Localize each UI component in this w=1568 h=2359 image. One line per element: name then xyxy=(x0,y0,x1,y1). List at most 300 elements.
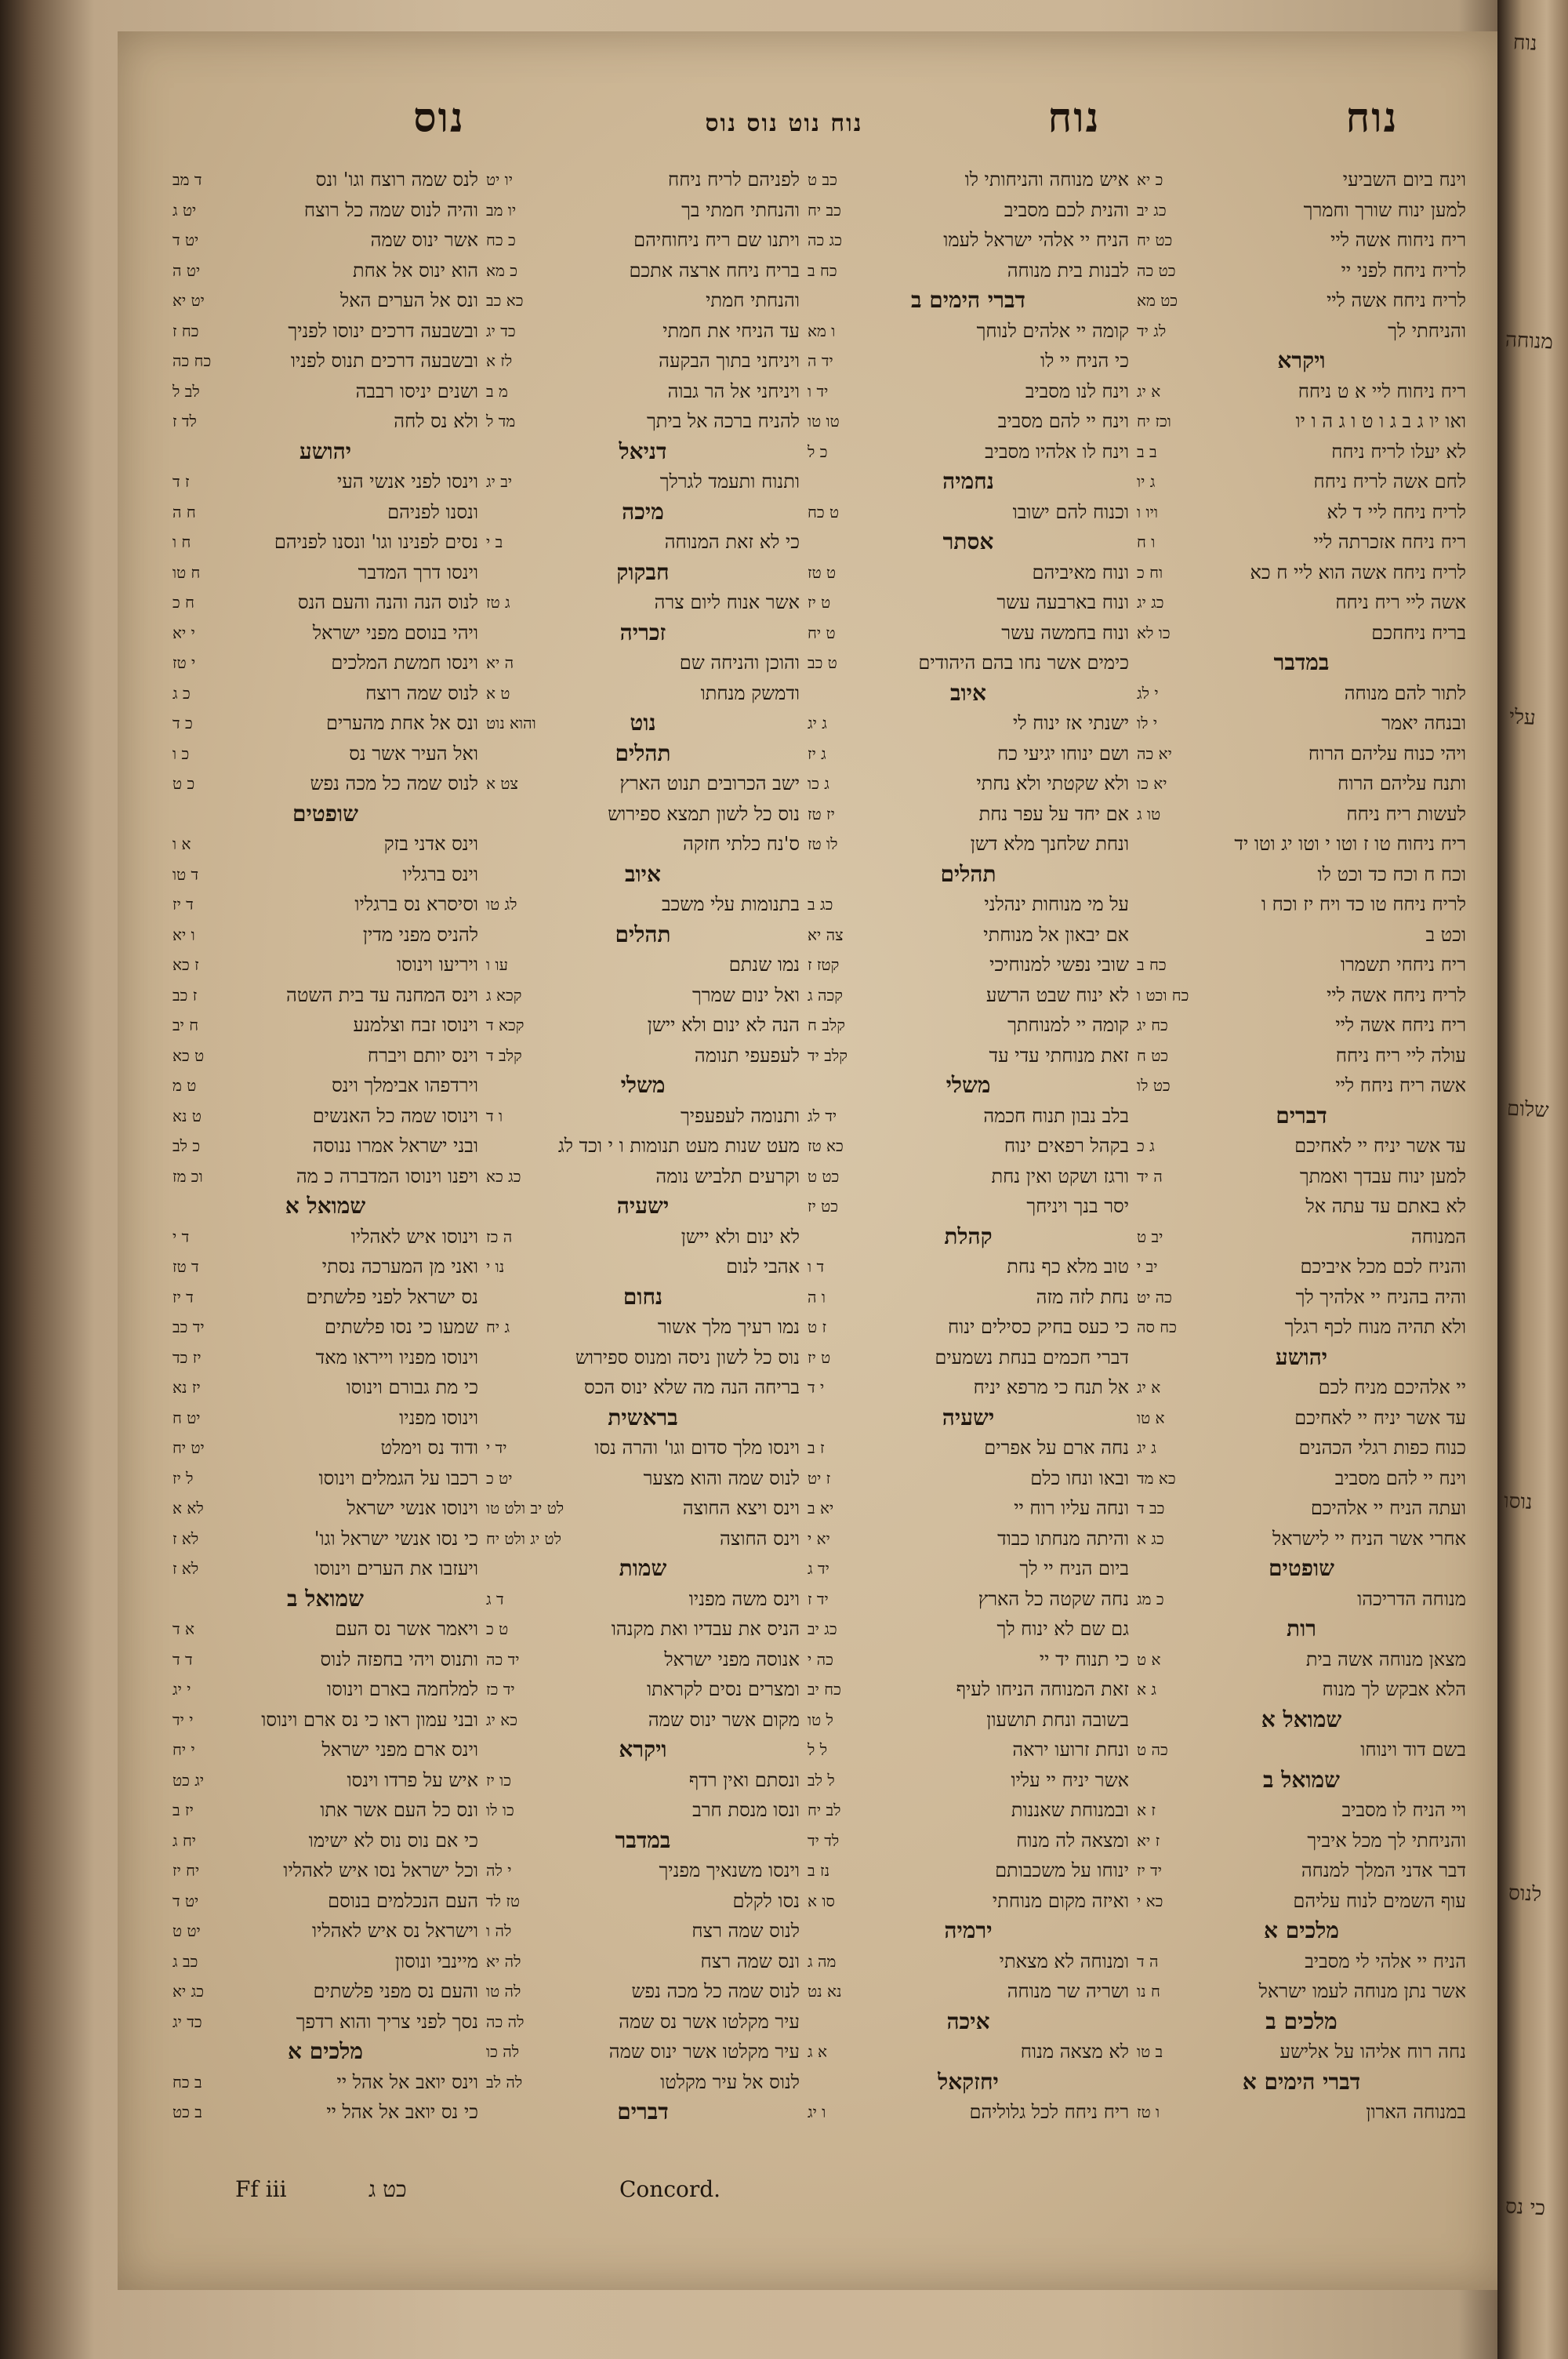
entry-text: לא מצאה מנוח xyxy=(1020,2041,1129,2063)
concordance-entry xyxy=(172,1524,478,1554)
book-heading xyxy=(486,1070,800,1101)
verse-reference: לה יא xyxy=(486,1951,521,1971)
concordance-entry xyxy=(808,225,1129,256)
verse-reference: יד כב xyxy=(172,1318,205,1336)
entry-text: כי נסו אנשי ישראל וגו' xyxy=(314,1527,478,1550)
concordance-entry xyxy=(486,1946,800,1977)
entry-text: ונחה עליו רוח יי xyxy=(1014,1497,1129,1519)
verse-reference: ד יז xyxy=(172,895,194,914)
concordance-entry xyxy=(486,376,800,407)
entry-text: ומנוחה לא מצאתי xyxy=(999,1950,1129,1972)
verse-reference: יג כט xyxy=(172,1770,205,1790)
entry-text: ובני עמון ראו כי נס ארם וינוסו xyxy=(261,1708,478,1731)
verse-reference: ג א xyxy=(1137,1680,1156,1699)
entry-text: וינוסו מפניו וייראו מאד xyxy=(315,1346,478,1369)
entry-text: לא באתם עד עתה אל xyxy=(1305,1195,1466,1217)
verse-reference: כב ד xyxy=(1137,1499,1165,1518)
verse-reference: יט ה xyxy=(172,260,201,280)
concordance-entry xyxy=(808,769,1129,799)
entry-text: וינוסו איש לאהליו xyxy=(350,1225,478,1248)
concordance-entry xyxy=(486,1645,800,1675)
entry-text: והעם נס מפני פלשתים xyxy=(313,1980,478,2002)
entry-text: לא ינוח שבט הרשע xyxy=(985,983,1129,1006)
verse-reference: ב ב xyxy=(1137,442,1157,461)
entry-text: ונס שמה רצח xyxy=(700,1950,800,1972)
entry-text: ויקרא xyxy=(619,1736,667,1762)
verse-reference: י יד xyxy=(172,1710,194,1729)
entry-text: בלב נבון תנוח חכמה xyxy=(983,1104,1129,1127)
entry-text: להניח ברכה אל ביתך xyxy=(646,410,800,432)
entry-text: הניח יי אלהי לי מסביב xyxy=(1305,1950,1466,1972)
concordance-entry xyxy=(808,1433,1129,1463)
book-heading xyxy=(486,2097,800,2128)
entry-text: שמואל א xyxy=(285,1193,366,1219)
concordance-entry xyxy=(1137,467,1466,497)
concordance-entry xyxy=(1137,769,1466,799)
concordance-entry xyxy=(486,1041,800,1071)
entry-text: במנוחה הארון xyxy=(1366,2101,1466,2123)
book-heading xyxy=(808,1222,1129,1252)
concordance-entry xyxy=(808,497,1129,528)
verse-reference: יד כה xyxy=(486,1649,520,1669)
book-heading xyxy=(808,467,1129,497)
entry-text: לנס שמה רוצח וגו' ונס xyxy=(315,169,478,191)
entry-text: וינח יי להם מסביב xyxy=(997,410,1129,432)
concordance-entry xyxy=(486,1463,800,1494)
entry-text: לנוס הנה והנה והעם הנס xyxy=(297,591,478,613)
concordance-entry xyxy=(486,1372,800,1403)
concordance-column-3 xyxy=(486,165,800,2172)
concordance-entry xyxy=(1137,1674,1466,1705)
entry-text: עיר מקלטו אשר נס שמה xyxy=(619,2010,800,2033)
verse-reference: כו יז xyxy=(486,1770,512,1790)
book-heading xyxy=(1137,1614,1466,1645)
entry-text: שמות xyxy=(619,1555,667,1581)
concordance-entry xyxy=(808,889,1129,920)
concordance-column-4 xyxy=(172,165,478,2172)
concordance-entry xyxy=(486,527,800,558)
entry-text: ודוד נס וימלט xyxy=(380,1437,478,1459)
entry-text: וינס אדני בזק xyxy=(383,833,478,855)
verse-reference: יא כו xyxy=(1137,774,1167,793)
concordance-entry xyxy=(172,2067,478,2098)
verse-reference: כח וכט ו xyxy=(1137,985,1189,1005)
verse-reference: ח ה xyxy=(172,502,196,522)
verse-reference: יו מב xyxy=(486,200,517,220)
verse-reference: כ יא xyxy=(1137,170,1163,189)
entry-text: כי מת גבורם וינוסו xyxy=(346,1376,478,1398)
entry-text: והיה בהניח יי אלהיך לך xyxy=(1295,1285,1466,1308)
entry-text: והוכן והניחה שם xyxy=(679,652,800,674)
entry-text: הניח יי אלהי ישראל לעמו xyxy=(943,229,1129,251)
book-heading xyxy=(486,1191,800,1222)
entry-text: ינוחו על משכבותם xyxy=(995,1859,1129,1881)
verse-reference: מ ב xyxy=(486,381,508,401)
concordance-entry xyxy=(172,195,478,226)
concordance-entry xyxy=(172,1976,478,2007)
verse-reference: ז יא xyxy=(1137,1830,1160,1850)
verse-reference: לה לב xyxy=(486,2072,523,2092)
verse-reference: קטז ז xyxy=(808,955,840,974)
verse-reference: מה ג xyxy=(808,1951,837,1971)
concordance-entry xyxy=(172,1493,478,1524)
concordance-entry xyxy=(808,346,1129,376)
entry-text: נוס כל לשון ניסה ומנוס ספירוש xyxy=(575,1346,800,1369)
verse-reference: י לו xyxy=(1137,714,1158,732)
concordance-entry xyxy=(172,497,478,528)
concordance-entry xyxy=(1137,1735,1466,1765)
concordance-entry xyxy=(172,1252,478,1282)
entry-text: למען ינוח עבדך ואמתך xyxy=(1299,1165,1466,1187)
verse-reference: כד יג xyxy=(172,2012,202,2031)
concordance-entry xyxy=(172,1674,478,1705)
entry-text: ונסנו לפניהם xyxy=(387,500,478,523)
entry-text: אם יחד על עפר נחת xyxy=(978,802,1129,825)
concordance-entry xyxy=(172,1614,478,1645)
concordance-entry xyxy=(1137,1372,1466,1403)
verse-reference: כג יג xyxy=(1137,593,1164,612)
verse-reference: ו יא xyxy=(172,925,195,944)
entry-text: ואל העיר אשר נס xyxy=(349,742,478,765)
entry-extra: והוא נוט xyxy=(486,714,536,732)
entry-text: לא יעלו לריח ניחח xyxy=(1331,440,1466,463)
verse-reference: יז נא xyxy=(172,1378,201,1397)
concordance-column-1 xyxy=(1137,165,1466,2172)
entry-text: קהלת xyxy=(944,1223,993,1249)
concordance-entry xyxy=(808,1493,1129,1524)
concordance-entry xyxy=(486,829,800,860)
concordance-entry xyxy=(808,195,1129,226)
entry-text: איכה xyxy=(946,2008,990,2034)
verse-reference: קכא ג xyxy=(486,985,522,1005)
verse-reference: ח ו xyxy=(172,533,191,551)
verse-reference: ל לב xyxy=(808,1770,835,1790)
entry-text: שופטים xyxy=(292,800,358,827)
entry-text: הלא אבקש לך מנוח xyxy=(1322,1678,1466,1700)
entry-text: ולא נס לחה xyxy=(394,410,478,432)
verse-reference: כ לב xyxy=(172,1136,201,1155)
concordance-entry xyxy=(486,678,800,709)
entry-text: מיכה xyxy=(622,498,664,525)
verse-reference: ט יז xyxy=(808,1347,831,1367)
concordance-entry xyxy=(1137,1584,1466,1615)
entry-text: ירמיה xyxy=(944,1917,993,1943)
concordance-entry xyxy=(486,1976,800,2007)
entry-text: שובי נפשי למנוחיכי xyxy=(989,954,1129,976)
concordance-entry xyxy=(1137,1976,1466,2007)
verse-reference: יא י xyxy=(808,1528,830,1548)
entry-text: ישעיה xyxy=(942,1404,995,1430)
verse-reference: כח סה xyxy=(1137,1318,1177,1336)
concordance-entry xyxy=(808,920,1129,951)
entry-text: יחזקאל xyxy=(938,2068,999,2095)
verse-reference: ד מב xyxy=(172,170,202,189)
entry-text: נמו רעיך מלך אשור xyxy=(657,1316,800,1338)
concordance-entry xyxy=(486,1584,800,1615)
book-heading xyxy=(1137,2067,1466,2098)
book-heading xyxy=(1137,1765,1466,1796)
entry-text: יהושע xyxy=(299,438,352,464)
book-heading xyxy=(486,1282,800,1313)
entry-text: לא ינום ולא יישן xyxy=(681,1225,800,1248)
concordance-entry xyxy=(1137,1524,1466,1554)
concordance-entry xyxy=(808,739,1129,769)
entry-text: אשה ליי ריח ניחח xyxy=(1335,591,1466,613)
verse-reference: יד לג xyxy=(808,1106,837,1125)
verse-reference: ח כ xyxy=(172,593,194,612)
concordance-entry xyxy=(808,1645,1129,1675)
entry-text: אם יבאון אל מנוחתי xyxy=(983,923,1129,946)
verse-reference: לא א xyxy=(172,1499,204,1518)
verse-reference: טז לד xyxy=(486,1891,520,1910)
entry-text: והניחתי לך xyxy=(1388,319,1466,342)
verse-reference: ז יט xyxy=(808,1468,831,1488)
concordance-entry xyxy=(172,739,478,769)
entry-text: אנוסה מפני ישראל xyxy=(664,1648,800,1670)
book-heading xyxy=(486,860,800,890)
concordance-entry xyxy=(486,1856,800,1886)
concordance-entry xyxy=(486,165,800,195)
concordance-entry xyxy=(1137,1070,1466,1101)
concordance-entry xyxy=(808,708,1129,739)
concordance-entry xyxy=(808,1524,1129,1554)
verse-reference: צה יא xyxy=(808,925,844,944)
concordance-entry xyxy=(1137,1403,1466,1434)
concordance-entry xyxy=(1137,980,1466,1011)
concordance-entry xyxy=(1137,285,1466,316)
book-heading xyxy=(486,437,800,467)
concordance-entry xyxy=(486,316,800,347)
entry-text: וינוסו אנשי ישראל xyxy=(347,1497,478,1519)
verse-reference: יט יח xyxy=(172,1438,205,1457)
verse-reference: ד י xyxy=(172,1227,190,1246)
concordance-entry xyxy=(486,587,800,618)
entry-text: ונס כל העם אשר אתו xyxy=(320,1799,478,1821)
verse-reference: יט ג xyxy=(172,200,197,220)
concordance-entry xyxy=(486,2037,800,2067)
verse-reference: ט מ xyxy=(172,1076,197,1095)
entry-text: שמואל ב xyxy=(287,1585,364,1612)
concordance-entry xyxy=(172,950,478,980)
entry-text: מנוחה הדריכהו xyxy=(1357,1587,1466,1610)
entry-text: ויהי כנוח עליהם הרוח xyxy=(1308,742,1466,765)
entry-text: למען ינוח שורך וחמרך xyxy=(1303,198,1466,221)
verse-reference: ג יג xyxy=(1137,1438,1156,1457)
entry-text: יי אלהיכם מניח לכם xyxy=(1318,1376,1466,1398)
column-header-1: נוח xyxy=(1345,94,1399,142)
concordance-entry xyxy=(1137,678,1466,709)
verse-reference: ז ט xyxy=(808,1318,827,1336)
verse-reference: ד ו xyxy=(808,1257,825,1276)
entry-text: וינס יואב אל אהל יי xyxy=(336,2070,478,2093)
concordance-entry xyxy=(1137,225,1466,256)
concordance-entry xyxy=(808,437,1129,467)
concordance-entry xyxy=(1137,437,1466,467)
verse-reference: ג יז xyxy=(808,743,826,763)
concordance-entry xyxy=(172,860,478,890)
book-heading xyxy=(172,437,478,467)
entry-text: כי אם נוס נוס לא ישימו xyxy=(308,1829,478,1852)
concordance-entry xyxy=(808,1282,1129,1313)
concordance-entry xyxy=(486,1886,800,1917)
entry-text: וכט ב xyxy=(1425,923,1466,946)
verse-reference: י יג xyxy=(172,1680,191,1699)
concordance-entry xyxy=(808,1041,1129,1071)
concordance-entry xyxy=(172,1705,478,1736)
entry-text: וינסו לפני אנשי העי xyxy=(337,471,478,493)
concordance-entry xyxy=(808,1614,1129,1645)
verse-reference: כג ב xyxy=(808,895,833,914)
book-heading xyxy=(172,799,478,830)
entry-text: ונס אל אחת מהערים xyxy=(325,712,478,734)
concordance-entry xyxy=(808,558,1129,588)
concordance-entry xyxy=(1137,1010,1466,1041)
verse-reference: כ ג xyxy=(172,683,191,703)
concordance-entry xyxy=(808,2097,1129,2128)
concordance-entry xyxy=(172,1946,478,1977)
entry-text: והיה לנוס שמה כל רוצח xyxy=(303,198,478,221)
entry-text: לתור להם מנוחה xyxy=(1344,682,1466,704)
entry-text: וינוסו מפניו xyxy=(399,1406,478,1429)
concordance-entry xyxy=(1137,1645,1466,1675)
entry-text: וינס יותם ויברח xyxy=(367,1044,478,1067)
entry-text: כי כעס בחיק כסילים ינוח xyxy=(947,1316,1129,1338)
facing-page-edge xyxy=(1497,0,1568,2359)
verse-reference: כ ו xyxy=(172,743,190,763)
verse-reference: כ מג xyxy=(1137,1589,1164,1608)
verse-reference: י לג xyxy=(1137,683,1159,703)
verse-reference: נז ב xyxy=(808,1861,830,1880)
verse-reference: ז כא xyxy=(172,955,199,974)
concordance-entry xyxy=(172,1735,478,1765)
verse-reference: כט יח xyxy=(1137,231,1173,249)
entry-text: ותנומה לעפעפיך xyxy=(680,1104,800,1127)
verse-reference: יד ג xyxy=(808,1559,829,1578)
entry-text: ונוח מאיביהם xyxy=(1032,561,1129,583)
concordance-entry xyxy=(1137,739,1466,769)
concordance-entry xyxy=(1137,1856,1466,1886)
concordance-entry xyxy=(486,1010,800,1041)
verse-reference: סו א xyxy=(808,1891,835,1910)
verse-reference: יט ט xyxy=(172,1921,201,1940)
entry-text: לריח ניחח אשה הוא ליי ח כא xyxy=(1250,561,1466,583)
book-heading xyxy=(808,1916,1129,1946)
entry-text: דניאל xyxy=(619,438,667,464)
verse-reference: כב ט xyxy=(808,170,837,189)
book-heading xyxy=(1137,1101,1466,1132)
verse-reference: י יא xyxy=(172,623,195,642)
verse-reference: כט כה xyxy=(1137,260,1176,280)
verse-reference: ט טז xyxy=(808,562,837,582)
entry-text: ובני ישראל אמרו ננוסה xyxy=(312,1135,478,1157)
verse-reference: לו טז xyxy=(808,834,838,853)
verse-reference: י לה xyxy=(486,1861,512,1880)
entry-text: ס'נח כלתי חזקה xyxy=(683,833,800,855)
concordance-entry xyxy=(1137,860,1466,890)
entry-text: עד הניחי את חמתי xyxy=(662,319,800,342)
entry-text: בריח ניחחכם xyxy=(1371,621,1466,644)
concordance-entry xyxy=(172,256,478,286)
entry-text: מיינבי ונוסון xyxy=(394,1950,478,1972)
concordance-entry xyxy=(808,950,1129,980)
entry-text: תהלים xyxy=(615,921,671,947)
entry-text: בשם דוד וינוחו xyxy=(1360,1739,1466,1761)
concordance-entry xyxy=(1137,920,1466,951)
concordance-entry xyxy=(1137,1282,1466,1313)
entry-text: וינס המחנה עד בית השטה xyxy=(286,983,478,1006)
entry-text: הנה לא ינום ולא יישן xyxy=(647,1014,800,1036)
edge-text: לנוס xyxy=(1508,1881,1542,1907)
concordance-entry xyxy=(1137,376,1466,407)
verse-reference: כב ג xyxy=(172,1951,198,1971)
concordance-entry xyxy=(1137,316,1466,347)
verse-reference: כח ב xyxy=(1137,955,1167,974)
verse-reference: כו לו xyxy=(486,1801,514,1819)
concordance-entry xyxy=(808,1554,1129,1584)
entry-text: תהלים xyxy=(615,740,671,766)
concordance-entry xyxy=(808,1826,1129,1856)
entry-text: וינס החוצה xyxy=(719,1527,800,1550)
verse-reference: וכז יח xyxy=(1137,412,1171,431)
entry-text: תהלים xyxy=(940,860,996,887)
concordance-entry xyxy=(1137,1161,1466,1192)
concordance-entry xyxy=(808,1463,1129,1494)
concordance-entry xyxy=(808,1705,1129,1736)
verse-reference: ב י xyxy=(486,533,503,551)
verse-reference: ח נו xyxy=(1137,1982,1160,2001)
verse-reference: יט ד xyxy=(172,1891,199,1910)
verse-reference: טו ג xyxy=(1137,804,1161,823)
book-heading xyxy=(486,708,800,739)
entry-text: איוב xyxy=(950,679,986,706)
concordance-entry xyxy=(486,1795,800,1826)
entry-text: והניחתי לך מכל איביך xyxy=(1307,1829,1466,1852)
entry-text: וכל ישראל נסו איש לאהליו xyxy=(283,1859,478,1881)
entry-text: שופטים xyxy=(1269,1555,1334,1581)
concordance-entry xyxy=(1137,195,1466,226)
verse-reference: וח כ xyxy=(1137,562,1163,582)
entry-text: ונחת שלחנך מלא דשן xyxy=(970,833,1129,855)
entry-text: וינס ארם מפני ישראל xyxy=(321,1739,478,1761)
entry-text: קומה יי אלהים לנוחך xyxy=(976,319,1129,342)
concordance-entry xyxy=(1137,165,1466,195)
verse-reference: טו טו xyxy=(808,412,840,431)
book-heading xyxy=(486,739,800,769)
entry-text: עד אשר יניח יי לאחיכם xyxy=(1294,1406,1466,1429)
entry-text: לנוס שמה והוא מצער xyxy=(643,1467,800,1489)
concordance-entry xyxy=(1137,1131,1466,1161)
entry-text: ישנתי אז ינוח לי xyxy=(1013,712,1129,734)
entry-text: לבנות בית מנוחה xyxy=(1007,259,1129,282)
concordance-entry xyxy=(172,1856,478,1886)
entry-text: לנוס שמה רוצח xyxy=(365,682,478,704)
concordance-entry xyxy=(808,1735,1129,1765)
entry-text: ונחת זרועו יראה xyxy=(1012,1739,1129,1761)
concordance-entry xyxy=(808,1252,1129,1282)
concordance-entry xyxy=(808,1161,1129,1192)
entry-text: עיר מקלטו אשר ינוס שמה xyxy=(608,2041,800,2063)
verse-reference: לה טו xyxy=(486,1982,521,2001)
concordance-entry xyxy=(808,1191,1129,1222)
verse-reference: ה כז xyxy=(486,1227,513,1246)
book-heading xyxy=(486,1826,800,1856)
entry-text: להניס מפני מדין xyxy=(362,923,478,946)
entry-text: וינסו דרך המדבר xyxy=(358,561,478,583)
entry-text: דברי הימים א xyxy=(1242,2068,1361,2095)
verse-reference: כ ט xyxy=(172,774,195,793)
entry-text: ויהי בנוסם מפני ישראל xyxy=(312,621,478,644)
concordance-entry xyxy=(1137,1946,1466,1977)
